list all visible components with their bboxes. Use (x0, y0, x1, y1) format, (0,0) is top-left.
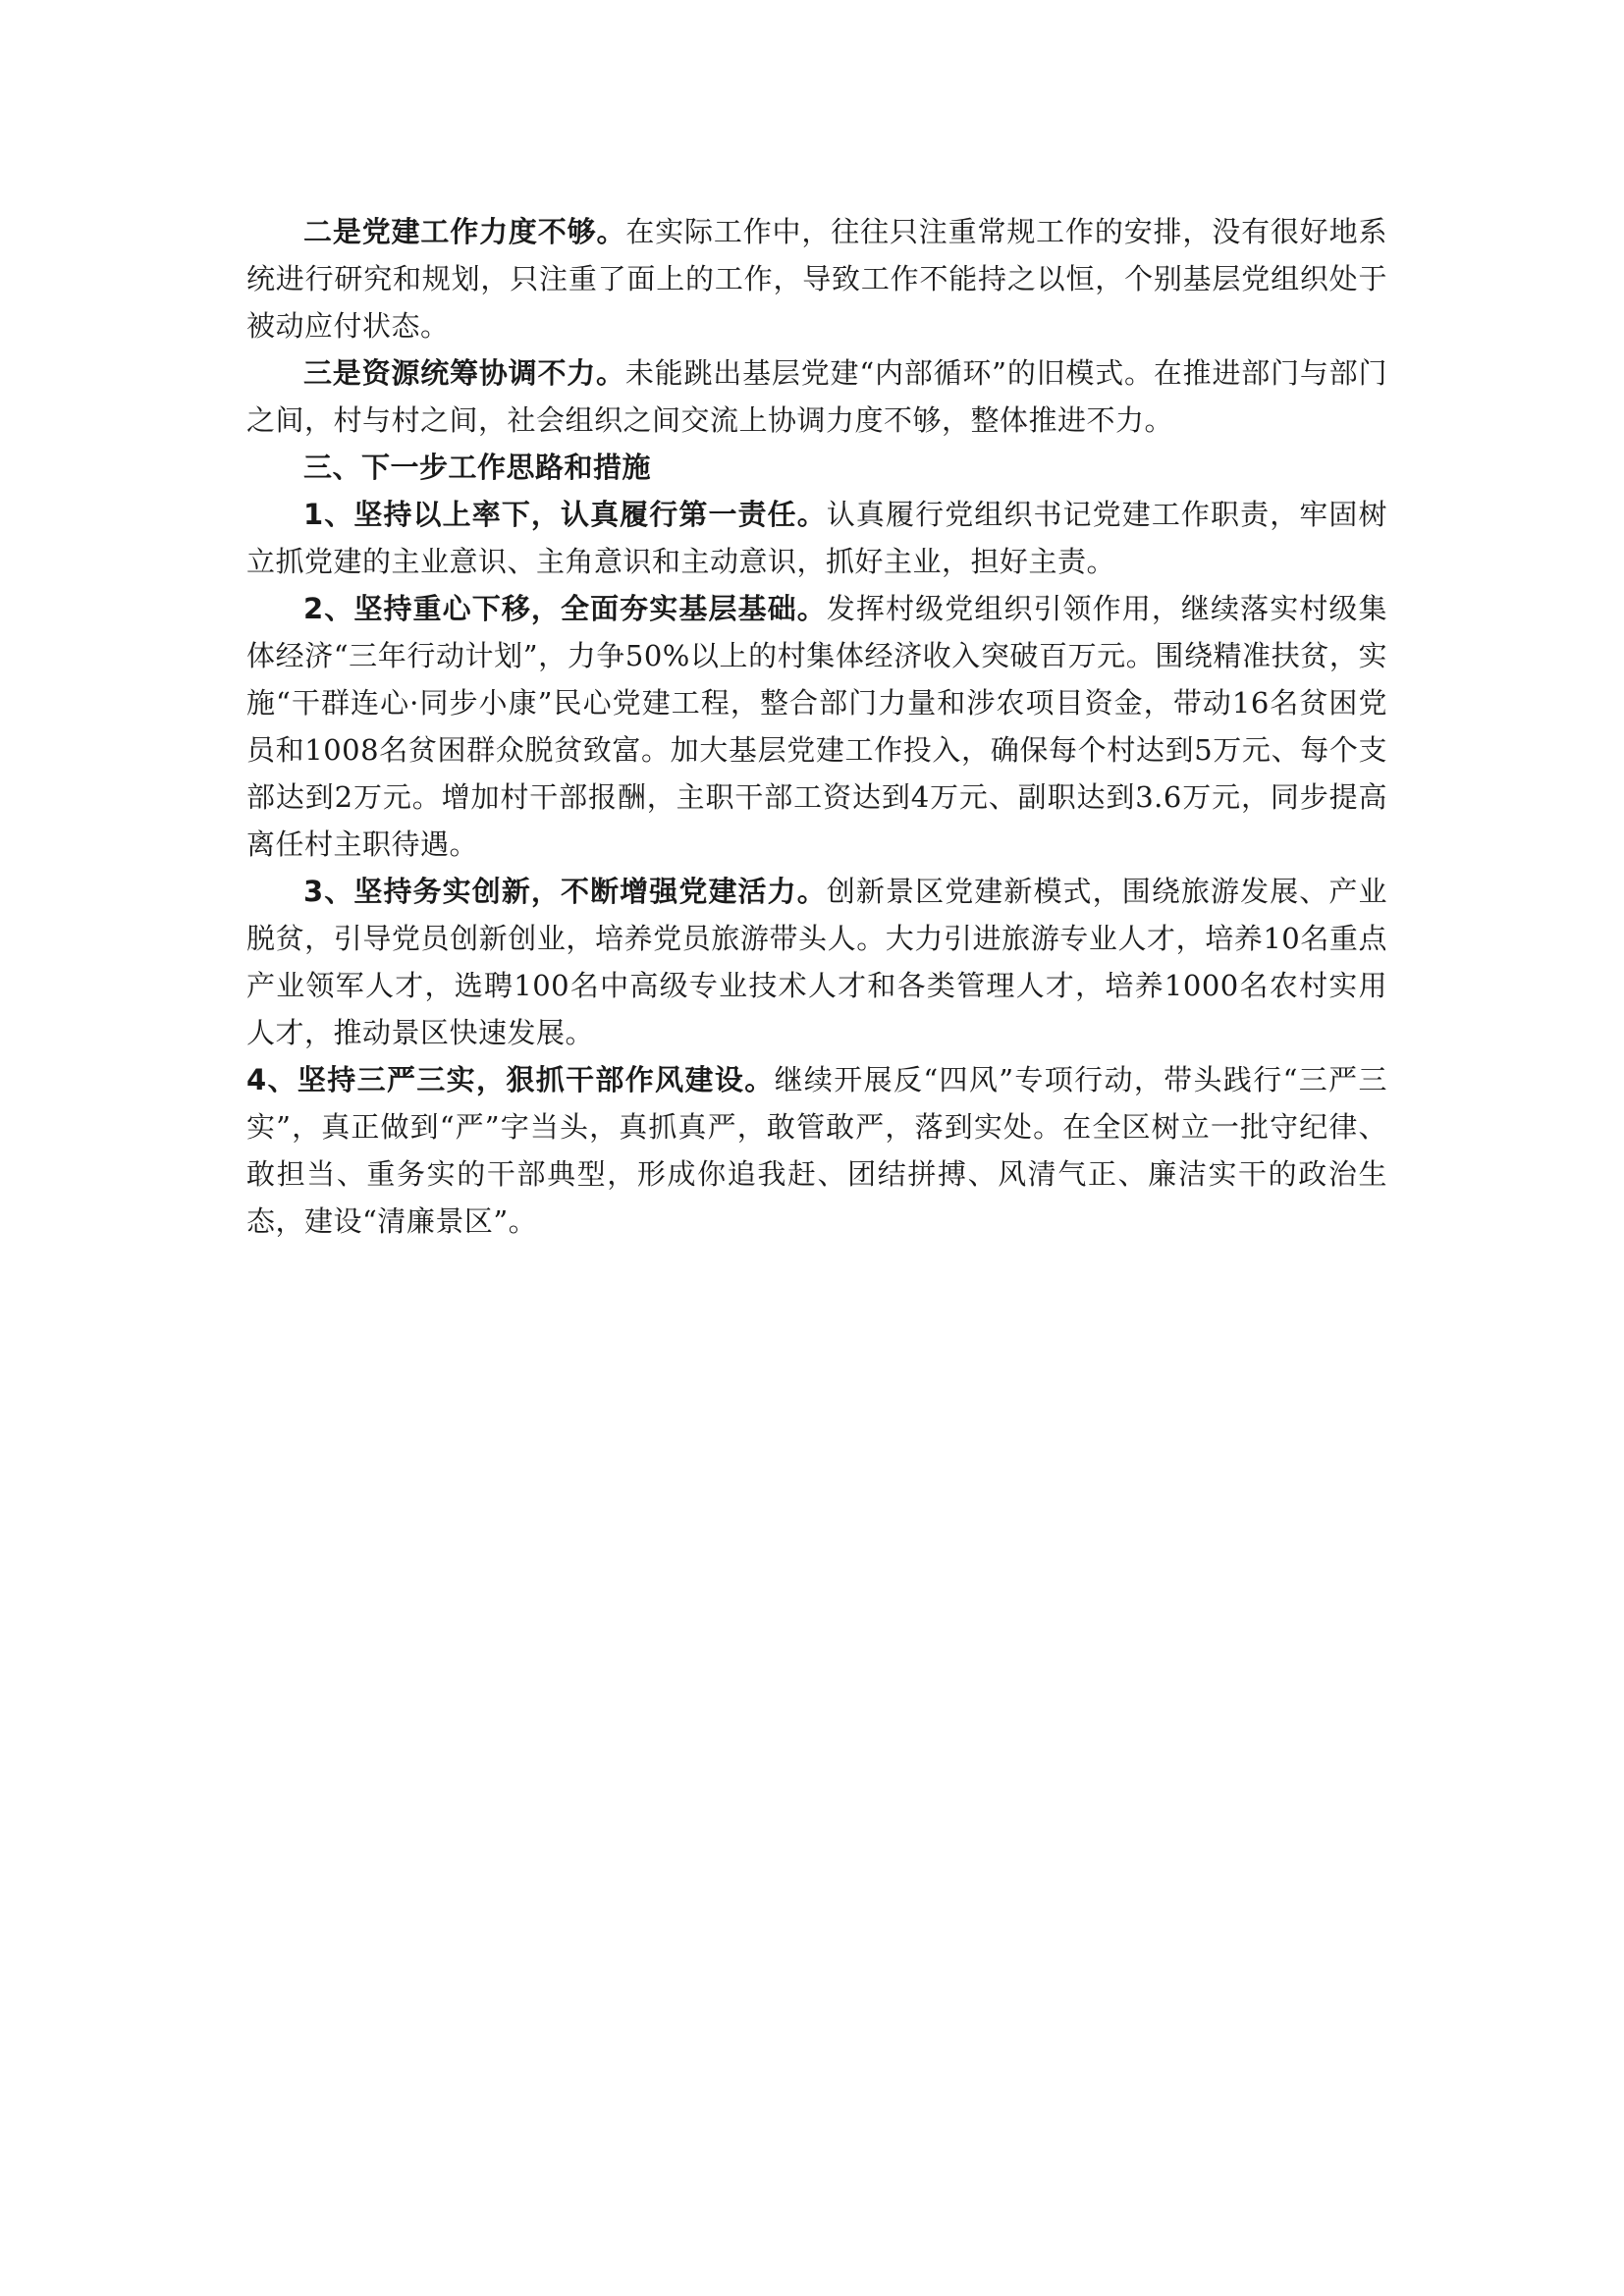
paragraph-lead: 4、坚持三严三实，狠抓干部作风建设。 (246, 1063, 775, 1096)
paragraph-body: 发挥村级党组织引领作用，继续落实村级集体经济“三年行动计划”，力争50%以上的村集体经济收入突破百万元。围绕精准扶贫，实施“干群连心·同步小康”民心党建工程，整合部门力量和涉农项目资金，带动16名贫困党员和1008名贫困群众脱贫致富。加大基层党建工作投入，确保每个村达到5万元、每个支部达到2万元。增加村干部报酬，主职干部工资达到4万元、副职达到3.6万元，同步提高离任村主职待遇。 (246, 592, 1387, 861)
paragraph-lead: 2、坚持重心下移，全面夯实基层基础。 (303, 592, 827, 625)
paragraph-lead: 二是党建工作力度不够。 (303, 215, 626, 248)
paragraph-measure-1 (246, 491, 1387, 585)
paragraph-measure-3 (246, 868, 1387, 1056)
paragraph-resource-coordination (246, 349, 1387, 444)
paragraph-body: 继续开展反“四风”专项行动，带头践行“三严三实”，真正做到“严”字当头，真抓真严，敢管敢严，落到实处。在全区树立一批守纪律、敢担当、重务实的干部典型，形成你追我赶、团结拼搏、风清气正、廉洁实干的政治生态，建设“清廉景区”。 (246, 1063, 1387, 1238)
section-heading-next-steps: 三、下一步工作思路和措施 (303, 451, 652, 484)
paragraph-body: 创新景区党建新模式，围绕旅游发展、产业脱贫，引导党员创新创业，培养党员旅游带头人。大力引进旅游专业人才，培养10名重点产业领军人才，选聘100名中高级专业技术人才和各类管理人才，培养1000名农村实用人才，推动景区快速发展。 (246, 875, 1387, 1049)
paragraph-lead: 1、坚持以上率下，认真履行第一责任。 (303, 498, 827, 531)
paragraph-body: 认真履行党组织书记党建工作职责，牢固树立抓党建的主业意识、主角意识和主动意识，抓好主业，担好主责。 (246, 498, 1387, 578)
paragraph-body: 在实际工作中，往往只注重常规工作的安排，没有很好地系统进行研究和规划，只注重了面上的工作，导致工作不能持之以恒，个别基层党组织处于被动应付状态。 (246, 215, 1387, 343)
paragraph-lead: 3、坚持务实创新，不断增强党建活力。 (303, 875, 827, 908)
paragraph-measure-4 (246, 1056, 1387, 1245)
paragraph-body: 未能跳出基层党建“内部循环”的旧模式。在推进部门与部门之间，村与村之间，社会组织之间交流上协调力度不够，整体推进不力。 (246, 356, 1387, 437)
paragraph-measure-2 (246, 585, 1387, 868)
document-page (246, 208, 1387, 1245)
paragraph-party-building-effort (246, 208, 1387, 349)
paragraph-lead: 三是资源统筹协调不力。 (303, 356, 625, 390)
